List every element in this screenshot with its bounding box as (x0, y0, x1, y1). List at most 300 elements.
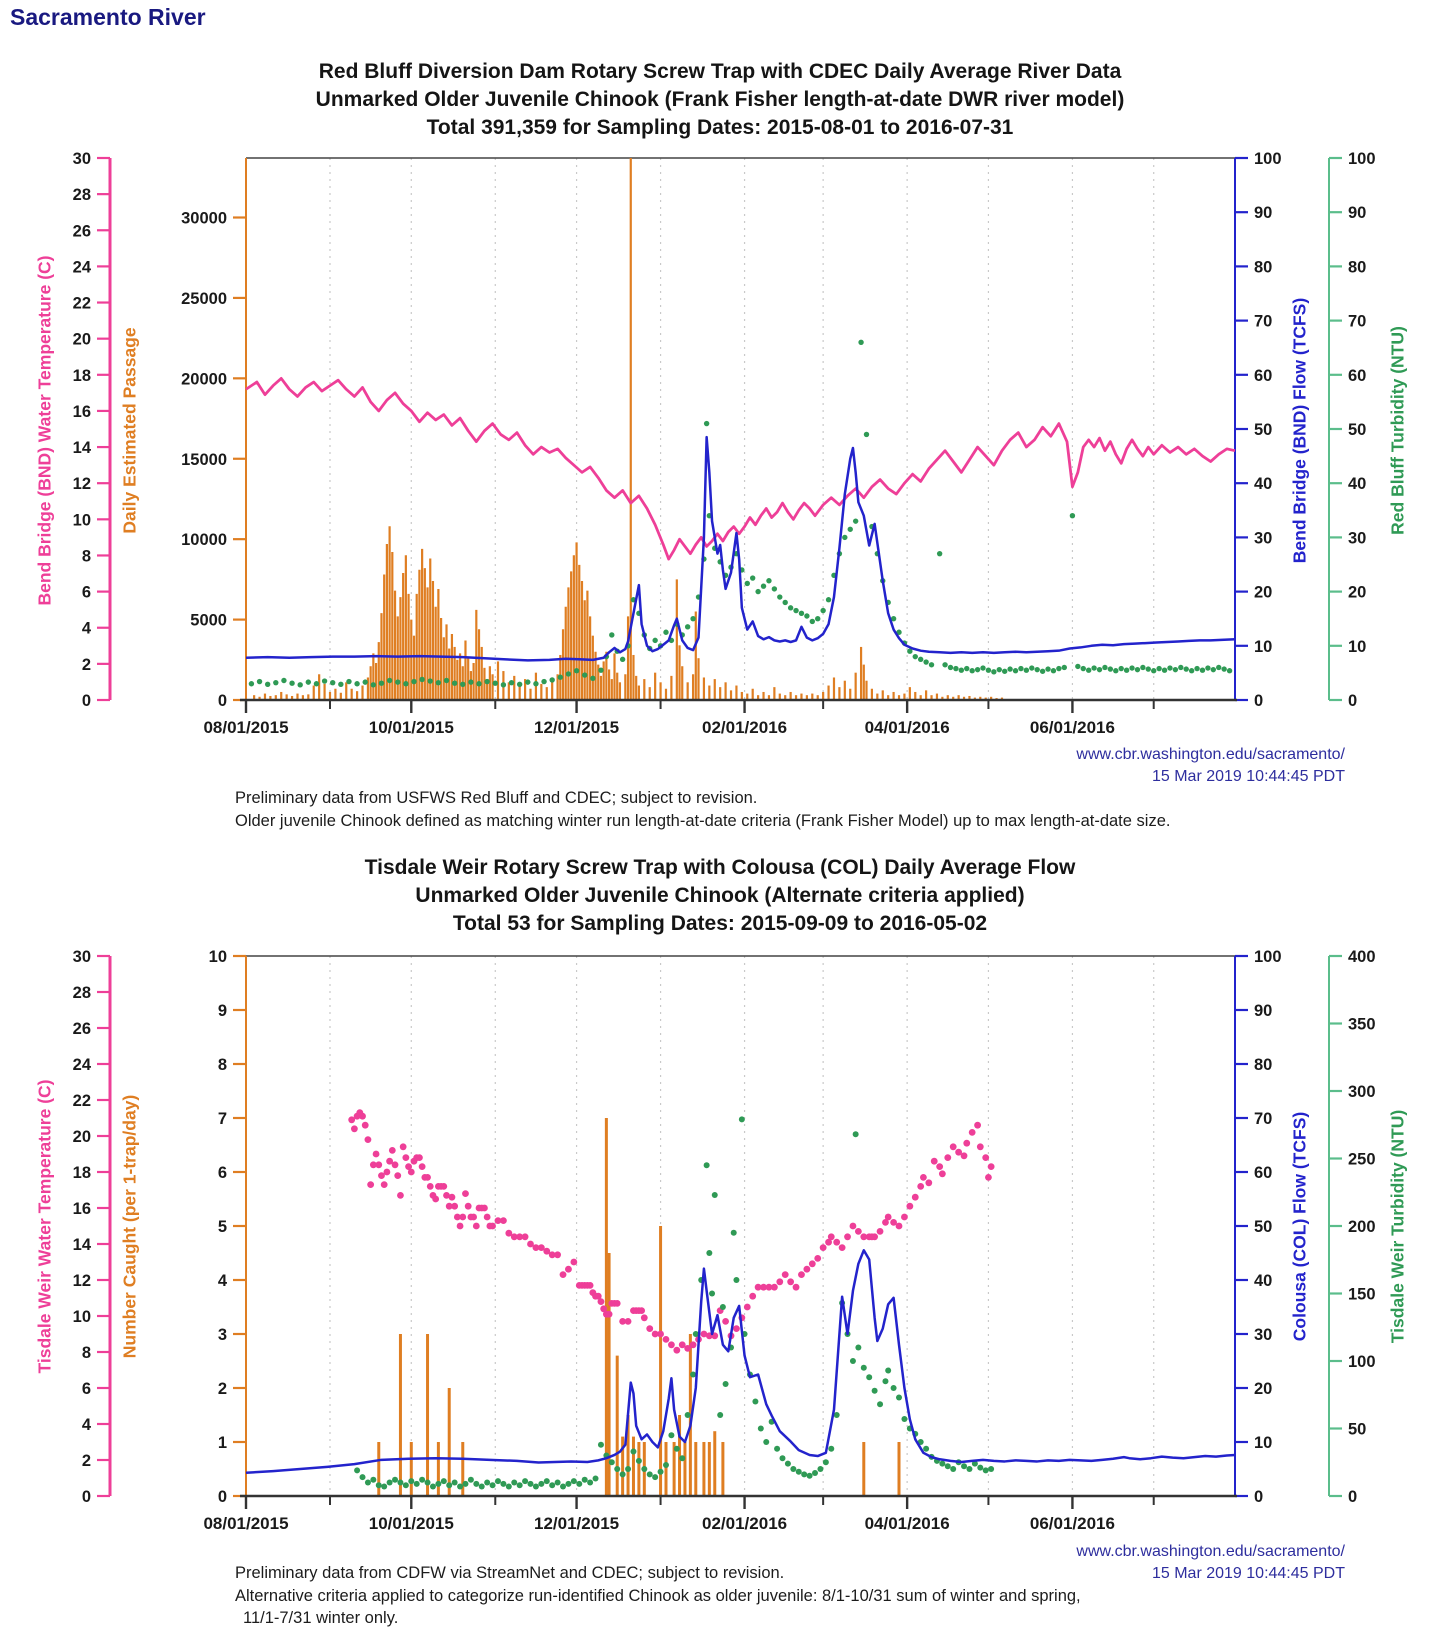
flow-axis-tick-label: 30 (1254, 1326, 1273, 1344)
turbidity-dot (706, 1250, 712, 1256)
turbidity-dot (506, 1484, 512, 1490)
turbidity-dot (923, 659, 928, 664)
temperature-dot (969, 1129, 976, 1136)
turbidity-dot (964, 666, 969, 671)
turbidity-dot (444, 678, 449, 683)
caught-axis-tick-label: 6 (217, 1164, 227, 1182)
temperature-dot (771, 1284, 778, 1291)
temperature-axis-tick-label: 18 (72, 366, 91, 385)
turbidity-dot (1167, 665, 1172, 670)
temperature-dot (744, 1304, 751, 1311)
chart1-flow-axis-title: Bend Bridge (BND) Flow (TCFS) (1289, 297, 1310, 564)
turbidity-dot (555, 1480, 561, 1486)
temperature-axis-tick-label: 0 (81, 692, 91, 710)
chart2-title-line1: Tisdale Weir Rotary Screw Trap with Colousa (COL) Daily Average Flow (364, 856, 1076, 879)
chart2-title-block (26, 854, 1414, 938)
turbidity-dot (983, 1467, 989, 1473)
temperature-axis-tick-label: 12 (72, 1272, 91, 1290)
turbidity-dot (731, 1230, 737, 1236)
flow-axis-tick-label: 20 (1254, 583, 1273, 602)
x-tick-label: 04/01/2016 (864, 718, 950, 737)
turbidity-dot (704, 421, 709, 426)
temperature-dot (871, 1233, 878, 1240)
turbidity-dot (763, 1439, 769, 1445)
turbidity-dot (848, 527, 853, 532)
temperature-dot (939, 1170, 946, 1177)
temperature-axis-tick-label: 26 (72, 222, 91, 241)
chart1-temperature-axis-title: Bend Bridge (BND) Water Temperature (C) (34, 255, 55, 606)
turbidity-dot (457, 1484, 463, 1490)
turbidity-dot (476, 681, 481, 686)
turbidity-axis-tick-label: 300 (1348, 1083, 1376, 1101)
turbidity-dot (1062, 665, 1067, 670)
turbidity-dot (273, 680, 278, 685)
turbidity-dot (582, 672, 587, 677)
turbidity-dot (566, 671, 571, 676)
turbidity-axis-tick-label: 80 (1348, 258, 1367, 277)
turbidity-dot (365, 1480, 371, 1486)
turbidity-dot (1162, 667, 1167, 672)
temperature-dot (625, 1318, 632, 1325)
chart1-title-line3: Total 391,359 for Sampling Dates: 2015-08-01 to 2016-07-31 (426, 116, 1014, 139)
turbidity-dot (853, 518, 858, 523)
turbidity-dot (942, 662, 947, 667)
temperature-dot (925, 1179, 932, 1186)
turbidity-dot (720, 1304, 726, 1310)
turbidity-dot (468, 679, 473, 684)
turbidity-dot (733, 1277, 739, 1283)
temperature-axis-tick-label: 4 (81, 619, 91, 638)
turbidity-dot (1102, 665, 1107, 670)
passage-axis-tick-label: 10000 (181, 531, 227, 550)
temperature-axis-tick-label: 28 (72, 186, 91, 205)
temperature-dot (614, 1300, 621, 1307)
turbidity-dot (948, 665, 953, 670)
temperature-dot (408, 1169, 415, 1176)
turbidity-dot (969, 668, 974, 673)
turbidity-dot (371, 682, 376, 687)
x-tick-label: 06/01/2016 (1029, 1514, 1115, 1533)
temperature-dot (375, 1161, 382, 1168)
temperature-dot (663, 1336, 670, 1343)
turbidity-dot (679, 1455, 685, 1461)
turbidity-dot (370, 1477, 376, 1483)
flow-axis-tick-label: 80 (1254, 1056, 1273, 1074)
passage-axis-tick-label: 15000 (181, 450, 227, 469)
turbidity-dot (1135, 667, 1140, 672)
x-tick-label: 10/01/2015 (368, 1514, 454, 1533)
temperature-dot (749, 1293, 756, 1300)
turbidity-dot (452, 1480, 458, 1486)
temperature-axis-tick-label: 24 (72, 1056, 91, 1074)
turbidity-dot (630, 1448, 636, 1454)
temperature-dot (351, 1125, 358, 1132)
turbidity-dot (1189, 668, 1194, 673)
temperature-dot (402, 1154, 409, 1161)
temperature-dot (416, 1154, 423, 1161)
temperature-dot (901, 1214, 908, 1221)
temperature-dot (988, 1163, 995, 1170)
turbidity-dot (988, 1466, 994, 1472)
turbidity-dot (620, 1471, 626, 1477)
temperature-axis-tick-label: 16 (72, 1200, 91, 1218)
temperature-dot (950, 1143, 957, 1150)
turbidity-dot (446, 1482, 452, 1488)
temperature-dot (936, 1163, 943, 1170)
turbidity-dot (468, 1477, 474, 1483)
temperature-dot (920, 1174, 927, 1181)
turbidity-dot (517, 1482, 523, 1488)
turbidity-dot (977, 1465, 983, 1471)
turbidity-dot (1173, 667, 1178, 672)
temperature-dot (367, 1181, 374, 1188)
turbidity-dot (1051, 668, 1056, 673)
turbidity-dot (435, 1481, 441, 1487)
turbidity-dot (403, 681, 408, 686)
chart2-temperature-axis-title: Tisdale Weir Water Temperature (C) (34, 1079, 55, 1374)
temperature-dot (974, 1122, 981, 1129)
temperature-dot (793, 1284, 800, 1291)
temperature-dot (484, 1214, 491, 1221)
temperature-dot (977, 1143, 984, 1150)
temperature-axis-tick-label: 22 (72, 1092, 91, 1110)
turbidity-dot (249, 681, 254, 686)
caught-axis-tick-label: 3 (217, 1326, 227, 1344)
turbidity-dot (533, 1484, 539, 1490)
turbidity-axis-tick-label: 100 (1348, 1353, 1376, 1371)
flow-axis-tick-label: 20 (1254, 1380, 1273, 1398)
temperature-axis-tick-label: 10 (72, 511, 91, 530)
temperature-dot (362, 1122, 369, 1129)
turbidity-dot (346, 679, 351, 684)
turbidity-dot (387, 1480, 393, 1486)
turbidity-dot (752, 1399, 758, 1405)
turbidity-dot (314, 681, 319, 686)
turbidity-dot (779, 1455, 785, 1461)
temperature-dot (896, 1223, 903, 1230)
temperature-dot (963, 1140, 970, 1147)
turbidity-axis-tick-label: 350 (1348, 1015, 1376, 1034)
turbidity-dot (1216, 665, 1221, 670)
turbidity-dot (419, 677, 424, 682)
temperature-axis-tick-label: 4 (81, 1416, 91, 1434)
temperature-dot (419, 1163, 426, 1170)
flow-axis-tick-label: 90 (1254, 204, 1273, 223)
temperature-dot (470, 1214, 477, 1221)
turbidity-dot (739, 1116, 745, 1122)
turbidity-dot (712, 1192, 718, 1198)
chart2-note-2: Alternative criteria applied to categorize run-identified Chinook as older juvenile: 8/1-10/31 sum of winter and spring, (235, 1587, 1081, 1605)
temperature-axis-tick-label: 2 (81, 655, 91, 674)
temperature-dot (489, 1223, 496, 1230)
turbidity-dot (663, 630, 668, 635)
chart1-source-block (1076, 744, 1345, 788)
turbidity-dot (614, 1466, 620, 1472)
turbidity-axis-tick-label: 0 (1348, 692, 1358, 710)
temperature-dot (877, 1228, 884, 1235)
temperature-axis-tick-label: 30 (72, 150, 91, 168)
turbidity-dot (885, 1367, 891, 1373)
temperature-dot (427, 1183, 434, 1190)
turbidity-axis-tick-label: 0 (1348, 1488, 1358, 1506)
temperature-dot (459, 1214, 466, 1221)
turbidity-dot (571, 1478, 577, 1484)
turbidity-dot (866, 1374, 872, 1380)
temperature-dot (776, 1278, 783, 1285)
turbidity-dot (647, 1471, 653, 1477)
turbidity-dot (411, 679, 416, 684)
chart1-turbidity-axis-title: Red Bluff Turbidity (NTU) (1387, 326, 1408, 535)
turbidity-dot (986, 667, 991, 672)
passage-axis-tick-label: 20000 (181, 370, 227, 389)
temperature-dot (373, 1151, 380, 1158)
turbidity-dot (918, 657, 923, 662)
turbidity-dot (652, 638, 657, 643)
temperature-dot (432, 1196, 439, 1203)
turbidity-dot (541, 679, 546, 684)
turbidity-dot (625, 1466, 631, 1472)
temperature-dot (394, 1172, 401, 1179)
turbidity-dot (620, 657, 625, 662)
turbidity-axis-tick-label: 50 (1348, 1420, 1367, 1439)
flow-axis-tick-label: 50 (1254, 421, 1273, 439)
turbidity-dot (674, 1446, 680, 1452)
turbidity-dot (685, 1412, 691, 1418)
chart1-title-line2: Unmarked Older Juvenile Chinook (Frank Fisher length-at-date DWR river model) (315, 88, 1125, 111)
turbidity-dot (745, 581, 750, 586)
temperature-dot (844, 1233, 851, 1240)
temperature-axis-tick-label: 30 (72, 948, 91, 966)
turbidity-dot (257, 679, 262, 684)
turbidity-dot (1156, 666, 1161, 671)
temperature-dot (560, 1271, 567, 1278)
turbidity-dot (538, 1481, 544, 1487)
temperature-dot (424, 1174, 431, 1181)
temperature-axis-tick-label: 10 (72, 1308, 91, 1326)
turbidity-dot (330, 680, 335, 685)
turbidity-dot (460, 682, 465, 687)
turbidity-dot (509, 680, 514, 685)
turbidity-dot (609, 1459, 615, 1465)
turbidity-dot (652, 1474, 658, 1480)
turbidity-dot (549, 1482, 555, 1488)
caught-axis-tick-label: 8 (217, 1056, 227, 1074)
temperature-dot (855, 1228, 862, 1235)
turbidity-dot (473, 1481, 479, 1487)
temperature-dot (522, 1233, 529, 1240)
temperature-axis-tick-label: 28 (72, 984, 91, 1002)
temperature-dot (449, 1194, 456, 1201)
turbidity-axis-tick-label: 10 (1348, 637, 1367, 656)
chart2-title-line2: Unmarked Older Juvenile Chinook (Alternate criteria applied) (415, 884, 1025, 907)
turbidity-dot (354, 1467, 360, 1473)
turbidity-dot (479, 1484, 485, 1490)
turbidity-dot (1200, 667, 1205, 672)
page-title: Sacramento River (10, 4, 206, 30)
turbidity-dot (522, 1478, 528, 1484)
turbidity-dot (709, 1291, 715, 1297)
turbidity-dot (544, 1478, 550, 1484)
turbidity-dot (658, 1469, 664, 1475)
temperature-dot (839, 1244, 846, 1251)
temperature-dot (397, 1192, 404, 1199)
turbidity-dot (636, 1458, 642, 1464)
temperature-dot (554, 1251, 561, 1258)
turbidity-dot (1146, 666, 1151, 671)
turbidity-dot (495, 1478, 501, 1484)
turbidity-dot (392, 1477, 398, 1483)
temperature-axis-tick-label: 6 (81, 583, 91, 602)
turbidity-dot (493, 680, 498, 685)
turbidity-dot (641, 1466, 647, 1472)
temperature-dot (782, 1271, 789, 1278)
x-tick-label: 10/01/2015 (368, 718, 454, 737)
turbidity-dot (774, 1446, 780, 1452)
turbidity-dot (923, 1446, 929, 1452)
turbidity-dot (858, 340, 863, 345)
chart1-title-block (26, 58, 1414, 142)
temperature-dot (803, 1266, 810, 1273)
turbidity-dot (1227, 668, 1232, 673)
turbidity-dot (1035, 667, 1040, 672)
temperature-dot (690, 1341, 697, 1348)
turbidity-dot (289, 680, 294, 685)
turbidity-dot (777, 594, 782, 599)
chart2-note-1: Preliminary data from CDFW via StreamNet and CDEC; subject to revision. (235, 1564, 785, 1582)
turbidity-dot (484, 1480, 490, 1486)
x-tick-label: 08/01/2015 (203, 1514, 289, 1533)
x-tick-label: 06/01/2016 (1029, 718, 1115, 737)
turbidity-dot (842, 535, 847, 540)
turbidity-dot (1056, 666, 1061, 671)
temperature-dot (359, 1113, 366, 1120)
flow-axis-tick-label: 50 (1254, 1218, 1273, 1236)
turbidity-dot (1002, 669, 1007, 674)
turbidity-dot (500, 1481, 506, 1487)
temperature-axis-tick-label: 20 (72, 1128, 91, 1146)
flow-axis-tick-label: 10 (1254, 1434, 1273, 1452)
temperature-dot (365, 1136, 372, 1143)
chart1-title-line1: Red Bluff Diversion Dam Rotary Screw Trap with CDEC Daily Average River Data (318, 60, 1122, 83)
turbidity-dot (815, 616, 820, 621)
turbidity-dot (397, 1480, 403, 1486)
turbidity-dot (783, 600, 788, 605)
turbidity-axis-tick-label: 90 (1348, 204, 1367, 223)
temperature-dot (944, 1154, 951, 1161)
flow-axis-tick-label: 0 (1254, 1488, 1264, 1506)
temperature-axis-tick-label: 0 (81, 1488, 91, 1506)
temperature-dot (787, 1278, 794, 1285)
turbidity-dot (807, 1473, 813, 1479)
turbidity-dot (685, 624, 690, 629)
temperature-dot (798, 1271, 805, 1278)
passage-axis-tick-label: 30000 (181, 209, 227, 228)
turbidity-dot (1113, 668, 1118, 673)
turbidity-dot (801, 1471, 807, 1477)
temperature-dot (457, 1223, 464, 1230)
flow-axis-tick-label: 40 (1254, 1272, 1273, 1290)
caught-axis-tick-label: 1 (217, 1434, 227, 1452)
x-tick-label: 08/01/2015 (203, 718, 289, 737)
turbidity-dot (861, 1365, 867, 1371)
turbidity-dot (891, 1385, 897, 1391)
turbidity-dot (430, 1484, 436, 1490)
turbidity-dot (882, 1378, 888, 1384)
caught-axis-tick-label: 2 (217, 1380, 227, 1398)
turbidity-dot (872, 1388, 878, 1394)
turbidity-dot (265, 682, 270, 687)
turbidity-dot (991, 669, 996, 674)
turbidity-dot (1129, 665, 1134, 670)
turbidity-dot (1124, 667, 1129, 672)
turbidity-dot (1086, 667, 1091, 672)
turbidity-dot (823, 1459, 829, 1465)
turbidity-dot (717, 1412, 723, 1418)
flow-axis-tick-label: 100 (1254, 948, 1282, 966)
turbidity-dot (785, 1461, 791, 1467)
turbidity-dot (959, 667, 964, 672)
turbidity-dot (1118, 666, 1123, 671)
turbidity-dot (723, 1381, 729, 1387)
chart2-title-line3: Total 53 for Sampling Dates: 2015-09-09 to 2016-05-02 (452, 912, 988, 935)
turbidity-dot (755, 589, 760, 594)
temperature-dot (850, 1223, 857, 1230)
turbidity-dot (558, 675, 563, 680)
turbidity-dot (877, 1401, 883, 1407)
temperature-axis-tick-label: 12 (72, 475, 91, 494)
turbidity-dot (945, 1463, 951, 1469)
turbidity-dot (281, 678, 286, 683)
flow-axis-tick-label: 90 (1254, 1002, 1273, 1020)
turbidity-dot (772, 586, 777, 591)
temperature-axis-tick-label: 26 (72, 1020, 91, 1038)
caught-axis-tick-label: 10 (208, 948, 227, 966)
turbidity-dot (419, 1477, 425, 1483)
flow-axis-tick-label: 70 (1254, 1110, 1273, 1128)
temperature-axis-tick-label: 18 (72, 1164, 91, 1182)
temperature-dot (565, 1266, 572, 1273)
turbidity-dot (1013, 668, 1018, 673)
temperature-axis-tick-label: 14 (72, 1236, 91, 1254)
temperature-dot (389, 1147, 396, 1154)
temperature-axis-tick-label: 8 (81, 547, 91, 566)
turbidity-dot (975, 667, 980, 672)
turbidity-dot (758, 1426, 764, 1432)
turbidity-axis-tick-label: 60 (1348, 366, 1367, 385)
turbidity-dot (690, 1372, 696, 1378)
turbidity-dot (590, 676, 595, 681)
passage-axis-tick-label: 0 (217, 692, 227, 710)
turbidity-dot (484, 679, 489, 684)
flow-axis-tick-label: 60 (1254, 1164, 1273, 1182)
turbidity-dot (593, 1475, 599, 1481)
chart2-caught-axis-title: Number Caught (per 1-trap/day) (119, 1094, 140, 1359)
turbidity-dot (1140, 665, 1145, 670)
temperature-dot (638, 1307, 645, 1314)
turbidity-dot (896, 1394, 902, 1400)
temperature-dot (606, 1311, 613, 1318)
chart1-note-1: Preliminary data from USFWS Red Bluff and CDEC; subject to revision. (235, 789, 758, 807)
temperature-axis-tick-label: 16 (72, 402, 91, 421)
turbidity-dot (980, 665, 985, 670)
flow-axis-tick-label: 10 (1254, 637, 1273, 656)
turbidity-dot (354, 681, 359, 686)
temperature-dot (641, 1314, 648, 1321)
temperature-dot (481, 1205, 488, 1212)
temperature-axis-tick-label: 22 (72, 294, 91, 313)
flow-axis-tick-label: 80 (1254, 258, 1273, 277)
temperature-dot (451, 1203, 458, 1210)
